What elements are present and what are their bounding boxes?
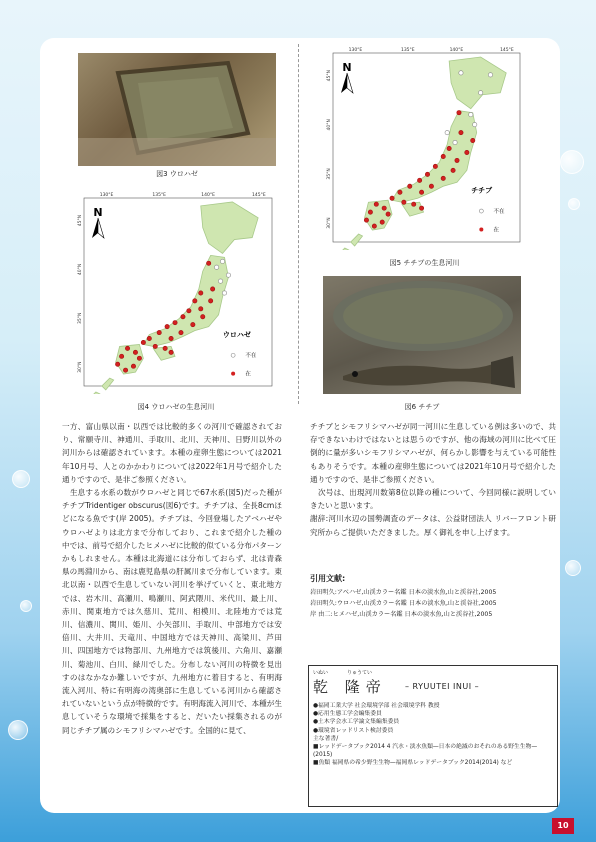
river-present-marker	[412, 202, 416, 206]
fig5-map	[323, 45, 526, 250]
ruby-given: りゅうてい	[347, 670, 373, 676]
river-present-marker	[206, 261, 210, 265]
legend-absent-label: 不在	[245, 353, 257, 360]
bubble	[565, 560, 581, 576]
lon-tick-label: 145°E	[251, 193, 266, 198]
legend-present-label: 在	[245, 371, 251, 378]
fig6-caption: 図6 チチブ	[404, 403, 440, 411]
river-present-marker	[123, 368, 127, 372]
river-present-marker	[364, 218, 368, 222]
lon-tick-label: 130°E	[348, 48, 363, 53]
river-absent-marker	[214, 265, 218, 269]
references-header: 引用文献:	[310, 574, 346, 583]
landmass	[90, 392, 100, 394]
river-absent-marker	[459, 71, 463, 75]
legend-present-marker	[479, 228, 483, 232]
paragraph: 次号は、出現河川数第8位以降の種について、今回同様に説明していきたいと思います。	[310, 488, 556, 511]
lon-tick-label: 135°E	[152, 193, 167, 198]
fig3-photo	[78, 53, 276, 166]
river-present-marker	[125, 346, 129, 350]
legend-present-label: 在	[493, 227, 500, 234]
lon-tick-label: 140°E	[201, 193, 215, 198]
lat-tick-label: 40°N	[78, 263, 83, 276]
right-body-text	[310, 420, 556, 539]
river-present-marker	[390, 196, 394, 200]
lon-tick-label: 145°E	[500, 48, 514, 53]
river-present-marker	[157, 330, 161, 334]
map-species-label: ウロハゼ	[222, 330, 251, 339]
river-present-marker	[419, 206, 423, 210]
river-present-marker	[447, 146, 451, 150]
author-romaji: – RYUUTEI INUI –	[405, 682, 480, 691]
river-present-marker	[147, 336, 151, 340]
reference-item: 岩田明久:ウロハゼ,山渓カラー名鑑 日本の淡水魚,山と渓谷社,2005	[310, 600, 497, 607]
river-present-marker	[199, 307, 203, 311]
legend-absent-marker	[231, 353, 235, 357]
north-label: N	[93, 206, 103, 219]
river-absent-marker	[478, 91, 482, 95]
river-present-marker	[433, 164, 437, 168]
bubble	[8, 720, 28, 740]
river-absent-marker	[488, 73, 492, 77]
bubble	[20, 600, 32, 612]
landmass	[339, 248, 349, 250]
paragraph: チチブとシモフリシマハゼが同一河川に生息している例は多いので、共存できないわけではないとは思うのですが、他の海域の河川に比べて圧倒的に量が多いシモフリシマハゼが、何らかし影響を与えている可能性もありそうです。本種の産卵生態については2021年10月号で紹介した通りですので、是非ご参照ください。	[310, 422, 556, 484]
river-present-marker	[179, 330, 183, 334]
legend-present-marker	[231, 372, 235, 376]
river-present-marker	[137, 356, 141, 360]
legend-absent-marker	[479, 209, 483, 213]
profile-lines	[313, 702, 551, 768]
river-present-marker	[201, 315, 205, 319]
river-present-marker	[131, 364, 135, 368]
river-present-marker	[374, 202, 378, 206]
river-present-marker	[465, 150, 469, 154]
river-present-marker	[115, 362, 119, 366]
lat-tick-label: 30°N	[78, 361, 83, 373]
lon-tick-label: 140°E	[449, 48, 464, 53]
paragraph: 一方、富山県以南・以西では比較的多くの河川で確認されており、常願寺川、神通川、手取川、北川、天神川、日野川以外の河川からは確認されています。本種の産卵生態については2021年10月号、人とのかかわりについては2022年1月号で紹介した通りですので、是非ご参照ください。	[62, 422, 282, 484]
profile-line: ■レッドデータブック2014 4 汽水・淡水魚類—日本の絶滅のおそれのある野生生物—(2015)	[313, 744, 538, 759]
reference-item: 岸 由二:ヒメハゼ,山渓カラー名鑑 日本の淡水魚,山と渓谷社,2005	[310, 611, 493, 618]
lat-tick-label: 35°N	[327, 168, 332, 180]
river-absent-marker	[226, 273, 230, 277]
river-present-marker	[193, 299, 197, 303]
lon-tick-label: 135°E	[400, 48, 415, 53]
profile-line: ●応用生態工学会編集委員	[313, 711, 382, 718]
fig5-caption: 図5 チチブの生息河川	[389, 259, 460, 267]
river-absent-marker	[222, 291, 226, 295]
author-name: 乾 隆帝	[313, 678, 387, 696]
bubble	[568, 198, 580, 210]
profile-line: ■魚類 福岡県の希少野生生物—福岡県レッドデータブック2014(2014) など	[313, 760, 513, 767]
column-divider	[298, 44, 299, 404]
river-absent-marker	[453, 140, 457, 144]
river-present-marker	[165, 324, 169, 328]
river-present-marker	[455, 158, 459, 162]
river-present-marker	[119, 354, 123, 358]
river-absent-marker	[220, 259, 224, 263]
paragraph: 生息する水系の数がウロハゼと同じで67水系(図5)だった種がチチブTridentiger obscurus(図6)です。チチブは、全長8cmほどになる魚です(岸 2005)。チチブは、今回登場したアベハゼやウロハゼよりは北方まで分布しており、これまで紹介した種の中では、前号で紹介したヒメハゼに比較的似ている分布パターンかもしれません。本種は北海道には分布しておらず、北は青森県の馬淵川から、南は鹿児島県の肝属川まで分布しています。東北以南・以西で生息していない河川を挙げていくと、東北地方では、岩木川、高瀬川、鳴瀬川、阿武隈川、米代川、最上川、赤川、関東地方では久慈川、荒川、相模川、北陸地方では荒川、信濃川、関川、姫川、小矢部川、手取川、中部地方では安倍川、大井川、天竜川、中国地方では天神川、高梁川、芦田川、四国地方では物部川、九州地方では筑後川、六角川、嘉瀬川、菊池川、白川、緑川でした。分布しない河川の特徴を見出すのはなかなか難しいですが、九州地方に着目すると、有明海流入河川、特に有明海の湾奥部に生息している河川から確認されていないという点が特徴的です。有明海流入河川で、本種が生息していそうな環境で採集をすると、だいたい採集されるのが同じチチブ属のシモフリシマハゼです。全国的に見て、	[62, 488, 282, 735]
lon-tick-label: 130°E	[99, 193, 114, 198]
profile-line: ●環境省レッドリスト検討委員	[313, 727, 394, 734]
river-present-marker	[417, 178, 421, 182]
river-present-marker	[169, 350, 173, 354]
river-present-marker	[398, 190, 402, 194]
river-present-marker	[133, 350, 137, 354]
bubble	[12, 470, 30, 488]
river-present-marker	[471, 138, 475, 142]
map-species-label: チチブ	[471, 186, 493, 195]
river-present-marker	[429, 184, 433, 188]
river-present-marker	[425, 172, 429, 176]
river-present-marker	[208, 299, 212, 303]
river-present-marker	[402, 200, 406, 204]
bubble	[560, 150, 584, 174]
river-present-marker	[386, 212, 390, 216]
river-present-marker	[141, 340, 145, 344]
river-present-marker	[419, 190, 423, 194]
fig6-photo	[323, 276, 521, 394]
river-present-marker	[372, 224, 376, 228]
river-present-marker	[153, 344, 157, 348]
river-present-marker	[169, 336, 173, 340]
river-present-marker	[459, 130, 463, 134]
river-present-marker	[408, 184, 412, 188]
lat-tick-label: 45°N	[78, 214, 83, 227]
north-label: N	[342, 61, 352, 74]
profile-line: 主な著書/	[313, 735, 339, 742]
author-profile	[308, 665, 558, 807]
river-present-marker	[441, 154, 445, 158]
river-present-marker	[181, 315, 185, 319]
river-present-marker	[382, 206, 386, 210]
river-absent-marker	[218, 279, 222, 283]
lat-tick-label: 45°N	[327, 70, 332, 82]
fig4-caption: 図4 ウロハゼの生息河川	[137, 403, 215, 411]
river-present-marker	[199, 291, 203, 295]
lat-tick-label: 30°N	[327, 217, 332, 229]
fig4-map	[74, 190, 278, 394]
river-absent-marker	[473, 122, 477, 126]
river-present-marker	[163, 346, 167, 350]
river-present-marker	[368, 210, 372, 214]
fig3-caption: 図3 ウロハゼ	[156, 170, 198, 178]
river-present-marker	[187, 309, 191, 313]
river-present-marker	[451, 168, 455, 172]
ruby-surname: いぬい	[313, 670, 329, 676]
river-present-marker	[441, 176, 445, 180]
references	[310, 573, 558, 620]
river-present-marker	[210, 287, 214, 291]
river-present-marker	[380, 220, 384, 224]
river-present-marker	[457, 110, 461, 114]
reference-item: 岩田明久:アベハゼ,山渓カラー名鑑 日本の淡水魚,山と渓谷社,2005	[310, 589, 497, 596]
river-present-marker	[173, 320, 177, 324]
river-present-marker	[191, 322, 195, 326]
lat-tick-label: 35°N	[78, 312, 83, 324]
profile-line: ●土木学会水工学論文集編集委員	[313, 719, 400, 726]
page-number: 10	[552, 818, 574, 834]
profile-line: ●福岡工業大学 社会環境学部 社会環境学科 教授	[313, 703, 440, 709]
river-absent-marker	[469, 112, 473, 116]
lat-tick-label: 40°N	[327, 119, 332, 131]
paragraph: 謝辞:河川水辺の国勢調査のデータは、公益財団法人 リバーフロント研究所からご提供いただきました。厚く御礼を申し上げます。	[310, 514, 556, 537]
river-absent-marker	[445, 130, 449, 134]
legend-absent-label: 不在	[493, 209, 505, 216]
left-body-text	[62, 420, 282, 737]
